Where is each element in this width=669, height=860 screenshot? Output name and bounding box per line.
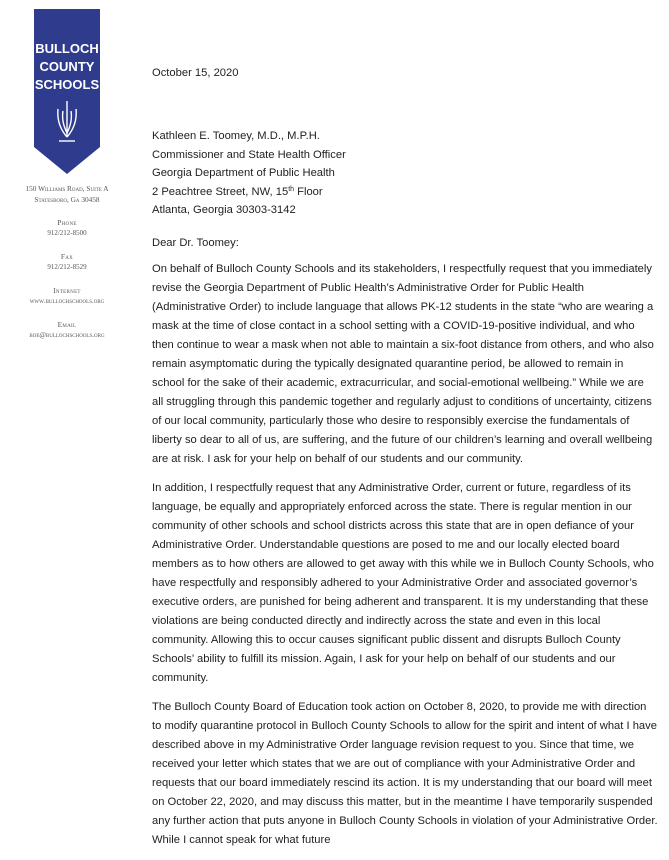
internet-value: www.bullochschools.org: [29, 297, 105, 305]
logo-line-3: SCHOOLS: [34, 77, 100, 92]
letter-date: October 15, 2020: [152, 67, 239, 79]
body-paragraph-1: On behalf of Bulloch County Schools and its stakeholders, I respectfully request that you immediately revise the Georgia Department of Public Health’s Administrative Order for Public Health (Administrative Order) to include language that allows PK-12 students in the state “who are wearing a mask at the time of close contact in a school setting with a COVID-19-positive individual, and who then continue to wear a mask when not able to maintain a six-foot distance from others, and who also remain asymptomatic during the typically designated quarantine period, be allowed to remain in school for the sake of their academic, extracurricular, and social-emotional wellbeing.” While we are all struggling through this pandemic together and regularly adjust to conditions of uncertainty, citizens of our local community, particularly those who desire to responsibly exercise the fundamentals of liberty so dear to all of us, are suffering, and the future of our children’s learning and overall wellbeing are at risk. I ask for your help on behalf of our students and our community.: [152, 263, 654, 465]
recipient-street-suffix: Floor: [294, 185, 323, 198]
recipient-street-sup: th: [288, 185, 295, 193]
recipient-org: Georgia Department of Public Health: [152, 167, 335, 180]
recipient-block: [152, 127, 658, 220]
fax-label: Fax: [60, 252, 74, 261]
letter-body: [152, 260, 658, 860]
logo-line-1: BULLOCH: [35, 41, 99, 56]
internet-label: Internet: [53, 286, 81, 295]
body-paragraph-2: In addition, I respectfully request that any Administrative Order, current or future, regardless of its language, be equally and appropriately enforced across the state. There is regular mention in our community of other schools and school districts across this state that are in open defiance of your Administrative Order. Understandable questions are posed to me and our locally elected board members as to how others are allowed to get away with this while we in Bulloch County Schools, who have respectfully and responsibly adhered to your Administrative Order and associated governor’s executive orders, are punished for being adherent and transparent. It is my understanding that these violations are being conducted directly and indirectly across the state and even in this local community. Allowing this to occur causes significant public dissent and disrupts Bulloch County Schools’ ability to fulfill its mission. Again, I ask for your help on behalf of our students and our community.: [152, 481, 654, 684]
recipient-title: Commissioner and State Health Officer: [152, 148, 346, 161]
phone-label: Phone: [57, 218, 77, 227]
address-line-1: 150 Williams Road, Suite A: [25, 184, 109, 193]
recipient-city: Atlanta, Georgia 30303-3142: [152, 204, 296, 217]
address-line-2: Statesboro, Ga 30458: [34, 195, 100, 204]
recipient-name: Kathleen E. Toomey, M.D., M.P.H.: [152, 130, 320, 142]
logo-line-2: COUNTY: [39, 59, 95, 74]
salutation: Dear Dr. Toomey:: [152, 237, 239, 249]
recipient-street: [152, 183, 658, 202]
phone-value: 912/212-8500: [47, 229, 87, 237]
email-value: boe@bullochschools.org: [29, 331, 105, 339]
email-label: Email: [57, 320, 77, 329]
recipient-street-prefix: 2 Peachtree Street, NW, 15: [152, 185, 289, 198]
bulloch-county-schools-logo: [34, 9, 100, 174]
fax-value: 912/212-8529: [47, 263, 87, 271]
body-paragraph-3: The Bulloch County Board of Education took action on October 8, 2020, to provide me with direction to modify quarantine protocol in Bulloch County Schools to allow for the spirit and intent of what I have described above in my Administrative Order language revision request to you. Since that time, we received your letter which states that we are out of compliance with your Administrative Order and requests that our board immediately rescind its action. It is my understanding that our board will meet on October 22, 2020, and may discuss this matter, but in the meantime I have temporarily suspended any further action that puts anyone in Bulloch County Schools in violation of your Administrative Order. While I cannot speak for what future: [152, 700, 658, 846]
sidebar-contact-block: [10, 183, 124, 341]
